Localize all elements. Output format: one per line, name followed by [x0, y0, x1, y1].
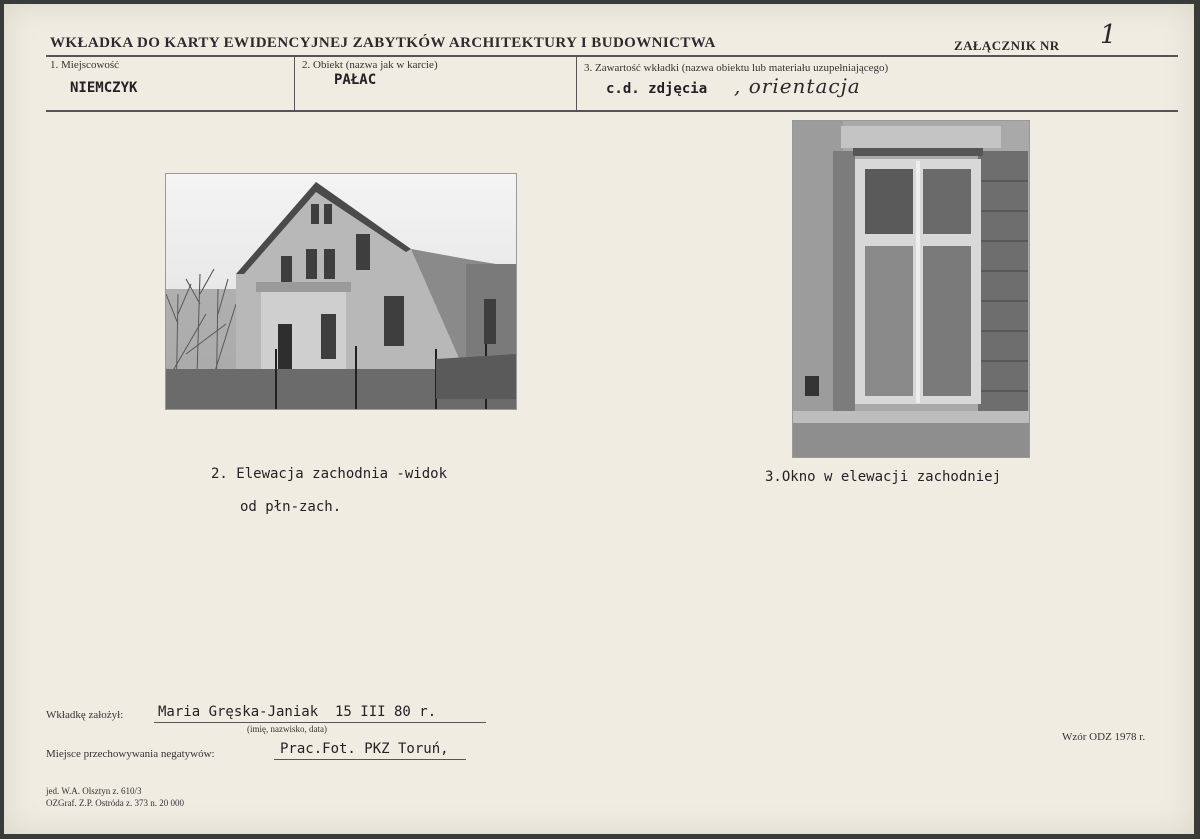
- negatives-label: Miejsce przechowywania negatywów:: [46, 748, 215, 760]
- negatives-value: Prac.Fot. PKZ Toruń,: [280, 741, 449, 757]
- form-pattern-label: Wzór ODZ 1978 r.: [1062, 731, 1146, 743]
- content-label: 3. Zawartość wkładki (nazwa obiektu lub materiału uzupełniającego): [584, 62, 889, 74]
- photo-2-caption: 3.Okno w elewacji zachodniej: [765, 469, 1002, 485]
- created-by-hint: (imię, nazwisko, data): [247, 724, 327, 734]
- fields-bottom-rule: [46, 110, 1178, 112]
- object-value: PAŁAC: [334, 72, 377, 88]
- photo-1-caption-line-2: od płn-zach.: [240, 499, 342, 515]
- negatives-underline: [274, 759, 466, 760]
- annex-label: ZAŁĄCZNIK NR: [954, 38, 1060, 53]
- field-divider-1: [294, 55, 295, 110]
- photo-palace-elevation: [165, 173, 517, 410]
- window-photo-image: [793, 121, 1029, 457]
- locality-value: NIEMCZYK: [70, 80, 138, 96]
- form-title: WKŁADKA DO KARTY EWIDENCYJNEJ ZABYTKÓW ARCHITEKTURY I BUDOWNICTWA: [50, 35, 716, 51]
- object-label: 2. Obiekt (nazwa jak w karcie): [302, 59, 438, 71]
- created-by-underline: [154, 722, 486, 723]
- locality-label: 1. Miejscowość: [50, 59, 120, 71]
- palace-photo-image: [166, 174, 516, 409]
- created-by-label: Wkładkę założył:: [46, 709, 124, 721]
- content-handwritten-note: , orientacja: [734, 74, 861, 98]
- photo-1-caption-line-1: 2. Elewacja zachodnia -widok: [211, 466, 448, 482]
- field-divider-2: [576, 55, 577, 110]
- header-rule: [46, 55, 1178, 57]
- annex-number: 1: [1100, 20, 1117, 50]
- created-by-value: Maria Gręska-Janiak 15 III 80 r.: [158, 704, 437, 720]
- photo-window-detail: [792, 120, 1030, 458]
- printer-info-line-1: jed. W.A. Olsztyn z. 610/3: [46, 786, 142, 796]
- record-card: [4, 4, 1194, 834]
- printer-info-line-2: OZGraf. Z.P. Ostróda z. 373 n. 20 000: [46, 798, 184, 808]
- content-value: c.d. zdjęcia: [606, 81, 708, 97]
